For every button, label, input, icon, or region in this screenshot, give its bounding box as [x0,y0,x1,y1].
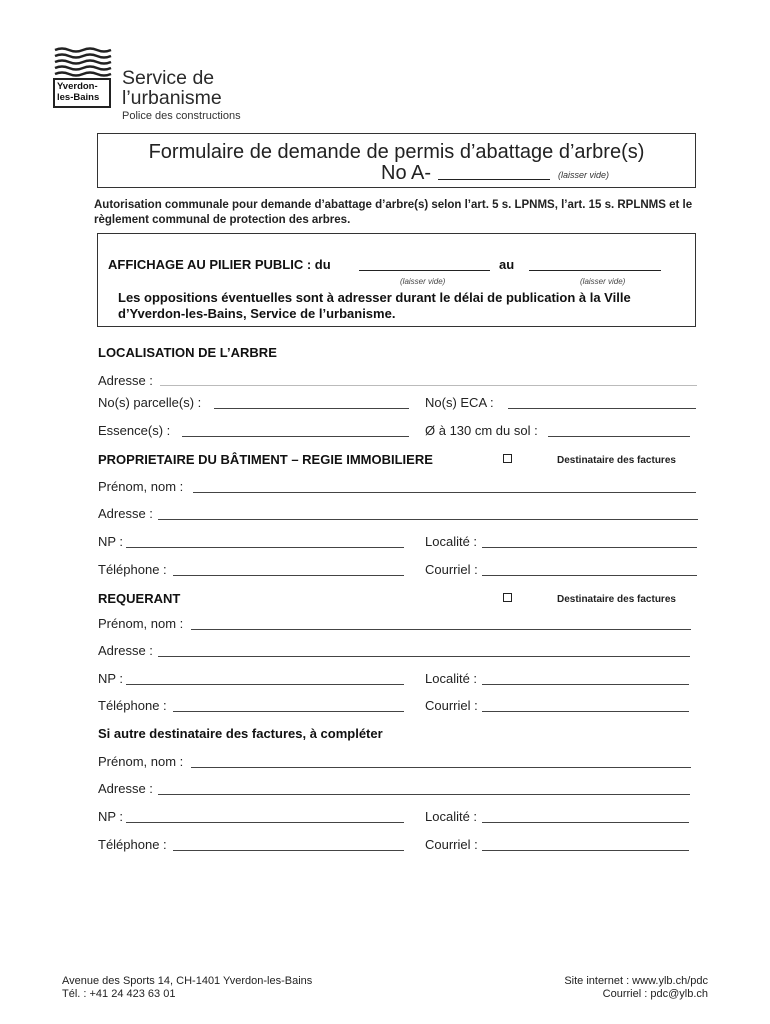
affichage-to-label: au [499,257,515,272]
form-number-field[interactable] [438,179,550,180]
owner-name-field[interactable] [193,492,696,493]
affichage-from-hint: (laisser vide) [400,277,446,286]
owner-np-field[interactable] [126,547,404,548]
applicant-address-field[interactable] [158,656,690,657]
other-np-field[interactable] [126,822,404,823]
logo-label-box [53,78,111,108]
footer-email-link[interactable]: Courriel : pdc@ylb.ch [602,988,708,1000]
logo-text [57,81,99,103]
owner-address-field[interactable] [158,519,698,520]
applicant-np-label: NP : [98,671,124,686]
service-title [122,68,222,108]
applicant-address-label: Adresse : [98,643,153,658]
other-phone-field[interactable] [173,850,404,851]
applicant-billing-label: Destinataire des factures [557,594,676,605]
affichage-to-field[interactable] [529,270,661,271]
essence-field[interactable] [182,436,409,437]
footer-site-link[interactable]: Site internet : www.ylb.ch/pdc [564,975,708,987]
owner-email-field[interactable] [482,575,697,576]
applicant-phone-label: Téléphone : [98,698,167,713]
other-phone-label: Téléphone : [98,837,167,852]
applicant-email-field[interactable] [482,711,689,712]
wave-logo-icon [53,46,113,78]
localisation-heading: LOCALISATION DE L’ARBRE [98,345,277,360]
footer-web [564,975,708,1001]
other-address-label: Adresse : [98,781,153,796]
owner-email-label: Courriel : [425,562,478,577]
diameter-field[interactable] [548,436,690,437]
service-subtitle: Police des constructions [122,110,241,122]
applicant-heading: REQUERANT [98,591,181,606]
eca-field[interactable] [508,408,696,409]
logo-text-line-2: les-Bains [57,92,100,103]
owner-locality-field[interactable] [482,547,697,548]
city-logo [53,46,113,108]
other-name-label: Prénom, nom : [98,754,184,769]
applicant-phone-field[interactable] [173,711,404,712]
other-name-field[interactable] [191,767,691,768]
owner-billing-label: Destinataire des factures [557,455,676,466]
other-email-field[interactable] [482,850,689,851]
affichage-box [97,233,696,327]
affichage-from-field[interactable] [359,270,490,271]
affichage-label: AFFICHAGE AU PILIER PUBLIC : du [108,257,331,272]
applicant-email-label: Courriel : [425,698,478,713]
other-email-label: Courriel : [425,837,478,852]
diameter-label: Ø à 130 cm du sol : [425,423,538,438]
localisation-address-field[interactable] [160,385,697,386]
other-locality-field[interactable] [482,822,689,823]
footer-contact [62,975,312,1001]
applicant-np-field[interactable] [126,684,404,685]
applicant-billing-checkbox[interactable] [503,593,512,602]
applicant-name-label: Prénom, nom : [98,616,184,631]
owner-address-label: Adresse : [98,506,153,521]
owner-phone-label: Téléphone : [98,562,167,577]
oppositions-text: Les oppositions éventuelles sont à adresser durant le délai de publication à la Ville d’Yverdon-les-Bains, Service de l’urbanisme. [118,290,631,321]
form-number-hint: (laisser vide) [558,170,610,180]
owner-locality-label: Localité : [425,534,478,549]
authorisation-text: Autorisation communale pour demande d’abattage d’arbre(s) selon l’art. 5 s. LPNMS, l’art. 15 s. RPLNMS et le règlement communal de protection des arbres. [94,199,693,226]
service-title-line-2: l’urbanisme [122,87,222,109]
parcel-label: No(s) parcelle(s) : [98,395,202,410]
owner-phone-field[interactable] [173,575,404,576]
footer-address: Avenue des Sports 14, CH-1401 Yverdon-les-Bains [62,975,313,987]
parcel-field[interactable] [214,408,409,409]
owner-np-label: NP : [98,534,124,549]
form-title-box [97,133,696,188]
other-np-label: NP : [98,809,124,824]
applicant-locality-field[interactable] [482,684,689,685]
owner-billing-checkbox[interactable] [503,454,512,463]
applicant-name-field[interactable] [191,629,691,630]
eca-label: No(s) ECA : [425,395,494,410]
logo-text-line-1: Yverdon- [57,81,98,92]
essence-label: Essence(s) : [98,423,171,438]
other-locality-label: Localité : [425,809,478,824]
service-title-line-1: Service de [122,67,215,89]
affichage-to-hint: (laisser vide) [580,277,626,286]
localisation-address-label: Adresse : [98,373,153,388]
owner-heading: PROPRIETAIRE DU BÂTIMENT – REGIE IMMOBILIERE [98,452,433,467]
footer-phone: Tél. : +41 24 423 63 01 [62,988,176,1000]
owner-name-label: Prénom, nom : [98,479,184,494]
other-address-field[interactable] [158,794,690,795]
other-billing-heading: Si autre destinataire des factures, à compléter [98,726,383,741]
form-number-label: No A- [381,162,432,184]
form-title: Formulaire de demande de permis d’abattage d’arbre(s) [148,141,645,163]
applicant-locality-label: Localité : [425,671,478,686]
